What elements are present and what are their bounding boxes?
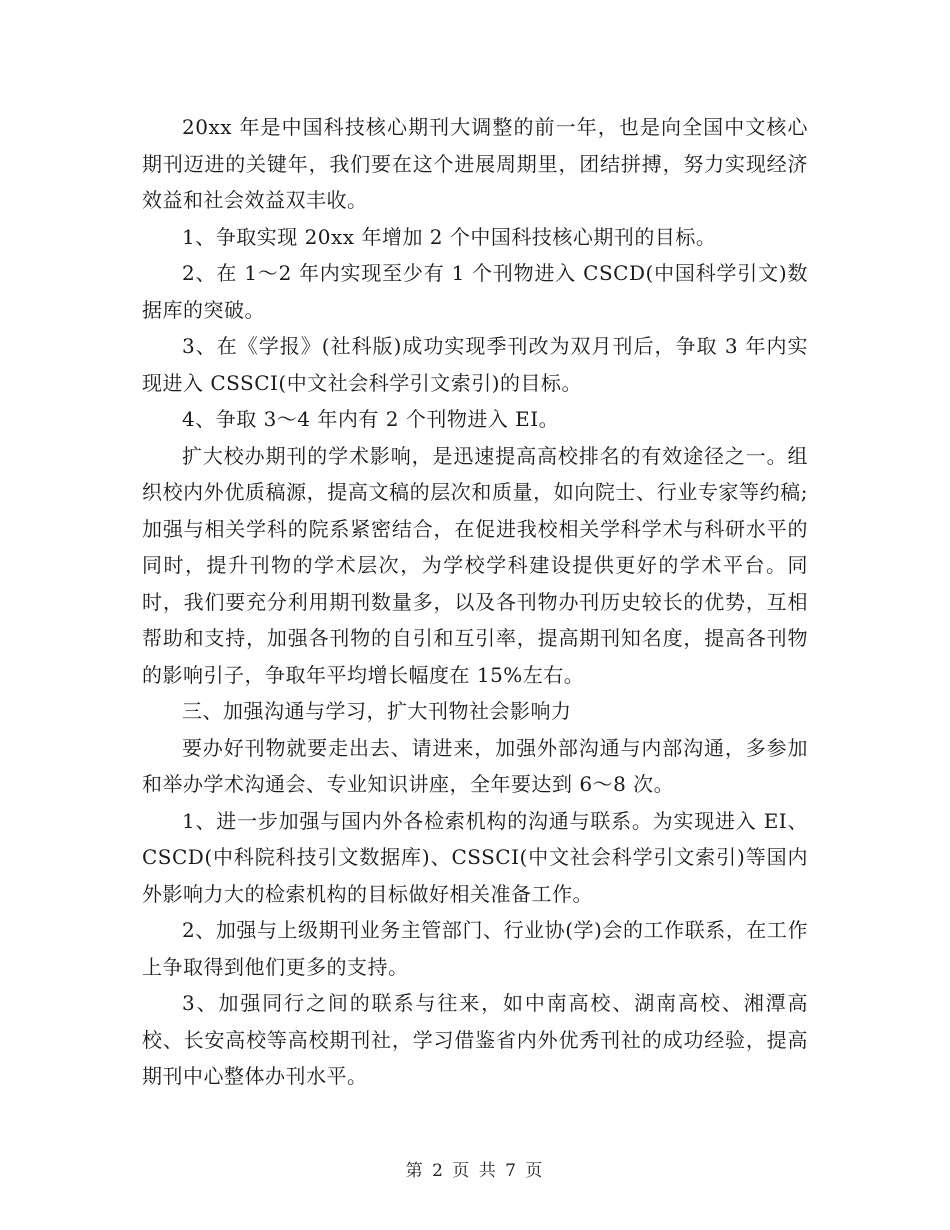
paragraph-intro: 20xx 年是中国科技核心期刊大调整的前一年，也是向全国中文核心期刊迈进的关键年，我们要在这个进展周期里，团结拼搏，努力实现经济效益和社会效益双丰收。: [142, 115, 808, 212]
page-number-footer: 第 2 页 共 7 页: [405, 1161, 545, 1181]
paragraph-goal-1: 1、争取实现 20xx 年增加 2 个中国科技核心期刊的目标。: [182, 224, 717, 249]
paragraph-goal-2: 2、在 1～2 年内实现至少有 1 个刊物进入 CSCD(中国科学引文)数据库的突破。: [142, 261, 808, 322]
paragraph-academic-influence: 扩大校办期刊的学术影响，是迅速提高高校排名的有效途径之一。组织校内外优质稿源，提高文稿的层次和质量，如向院士、行业专家等约稿;加强与相关学科的院系紧密结合，在促进我校相关学科学术与科研水平的同时，提升刊物的学术层次，为学校学科建设提供更好的学术平台。同时，我们要充分利用期刊数量多，以及各刊物办刊历史较长的优势，互相帮助和支持，加强各刊物的自引和互引率，提高期刊知名度，提高各刊物的影响引子，争取年平均增长幅度在 15%左右。: [142, 443, 808, 687]
paragraph-goal-3: 3、在《学报》(社科版)成功实现季刊改为双月刊后，争取 3 年内实现进入 CSSCI(中文社会科学引文索引)的目标。: [142, 334, 808, 395]
document-body: [142, 109, 808, 1095]
paragraph-communication: 要办好刊物就要走出去、请进来，加强外部沟通与内部沟通，多参加和举办学术沟通会、专业知识讲座，全年要达到 6～8 次。: [142, 735, 808, 796]
paragraph-item-2: 2、加强与上级期刊业务主管部门、行业协(学)会的工作联系，在工作上争取得到他们更多的支持。: [142, 918, 808, 979]
paragraph-goal-4: 4、争取 3～4 年内有 2 个刊物进入 EI。: [182, 407, 560, 431]
paragraph-item-3: 3、加强同行之间的联系与往来，如中南高校、湖南高校、湘潭高校、长安高校等高校期刊社，学习借鉴省内外优秀刊社的成功经验，提高期刊中心整体办刊水平。: [142, 991, 808, 1088]
section-heading-3: 三、加强沟通与学习，扩大刊物社会影响力: [182, 699, 572, 723]
paragraph-item-1: 1、进一步加强与国内外各检索机构的沟通与联系。为实现进入 EI、CSCD(中科院科技引文数据库)、CSSCI(中文社会科学引文索引)等国内外影响力大的检索机构的目标做好相关准备工作。: [142, 808, 808, 906]
